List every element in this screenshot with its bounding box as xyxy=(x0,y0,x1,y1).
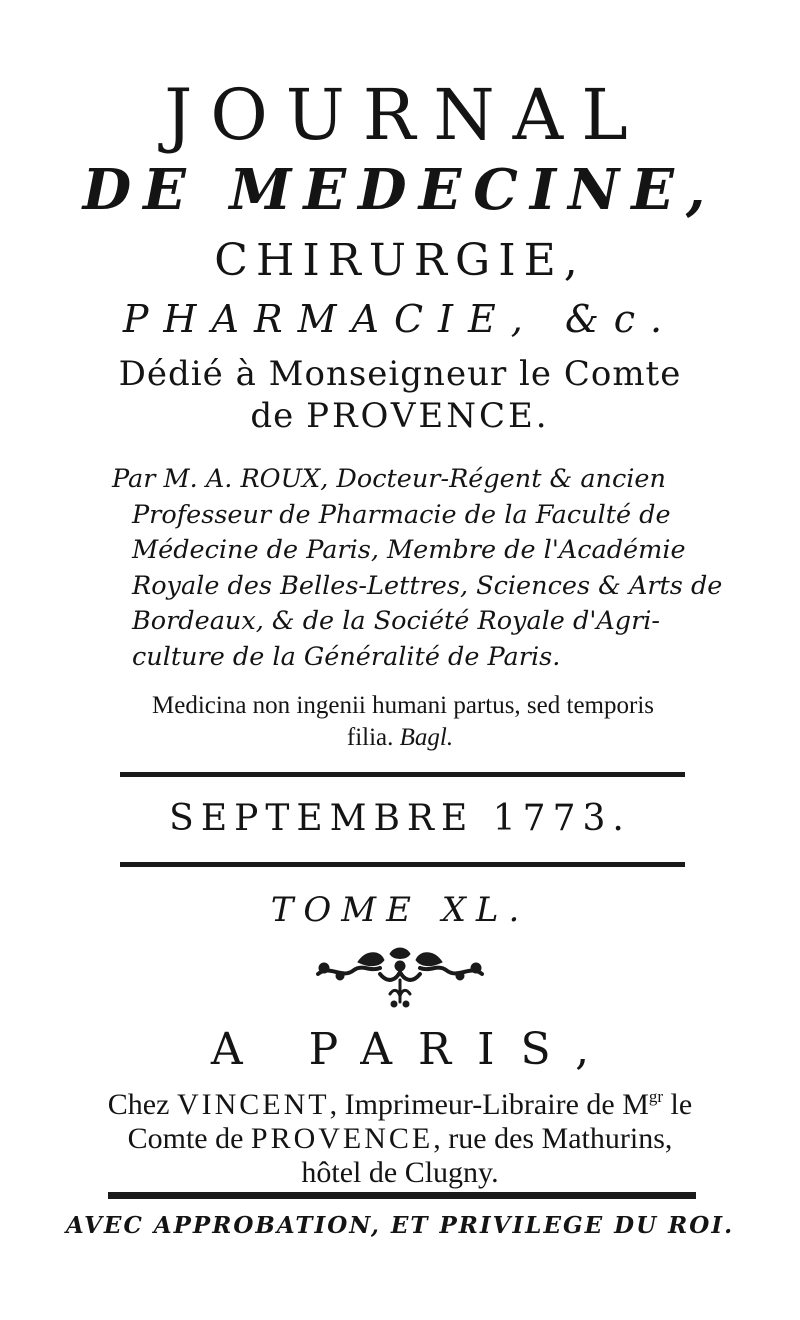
subtitle-medecine: DE MEDECINE, xyxy=(82,157,718,223)
subtitle-chirurgie: CHIRURGIE, xyxy=(214,235,586,286)
author-line: Par M. A. ROUX, Docteur-Régent & ancien xyxy=(112,464,666,494)
imprint-line-2-prefix: Comte de xyxy=(127,1122,251,1155)
dedication-line-2 xyxy=(0,396,800,436)
issue-month: SEPTEMBRE 1773. xyxy=(169,798,631,839)
epigraph xyxy=(0,690,800,754)
journal-title: JOURNAL xyxy=(164,74,646,156)
epigraph-text: filia. xyxy=(346,724,400,751)
imprint-suffix: le xyxy=(663,1088,693,1121)
imprint-line-3: hôtel de Clugny. xyxy=(301,1156,499,1189)
imprint-line-1 xyxy=(0,1080,800,1122)
privilege-notice: AVEC APPROBATION, ET PRIVILEGE DU ROI. xyxy=(65,1212,735,1239)
divider-rule xyxy=(120,862,685,867)
divider-rule xyxy=(120,772,685,777)
imprint-city: A PARIS, xyxy=(210,1024,616,1075)
floral-ornament-icon xyxy=(310,944,490,1010)
dedication-line-1: Dédié à Monseigneur le Comte xyxy=(118,354,682,394)
dedication-prefix: de xyxy=(250,396,307,436)
printer-name: VINCENT xyxy=(176,1088,330,1121)
dedication-name: PROVENCE. xyxy=(306,396,550,436)
imprint-line-2 xyxy=(0,1122,800,1156)
imprint-block xyxy=(0,1080,800,1190)
author-line: Professeur de Pharmacie de la Faculté de xyxy=(132,499,671,530)
imprint-patron-name: PROVENCE xyxy=(250,1122,434,1155)
divider-rule xyxy=(108,1192,696,1199)
subtitle-pharmacie: PHARMACIE, &c. xyxy=(122,297,678,341)
imprint-prefix: Chez xyxy=(107,1088,177,1121)
author-block xyxy=(112,462,722,675)
epigraph-line-1: Medicina non ingenii humani partus, sed temporis xyxy=(152,692,654,719)
imprint-superscript: gr xyxy=(648,1087,664,1106)
author-line: culture de la Généralité de Paris. xyxy=(132,641,561,672)
author-line: Royale des Belles-Lettres, Sciences & Arts de xyxy=(132,570,723,601)
imprint-middle: , Imprimeur-Libraire de M xyxy=(329,1088,649,1121)
author-line: Médecine de Paris, Membre de l'Académie xyxy=(132,535,686,565)
imprint-line-2-suffix: , rue des Mathurins, xyxy=(433,1122,673,1155)
epigraph-source: Bagl. xyxy=(399,724,454,751)
author-line: Bordeaux, & de la Société Royale d'Agri- xyxy=(132,606,661,636)
epigraph-line-2 xyxy=(0,722,800,754)
volume-label: TOME XL. xyxy=(270,890,530,930)
